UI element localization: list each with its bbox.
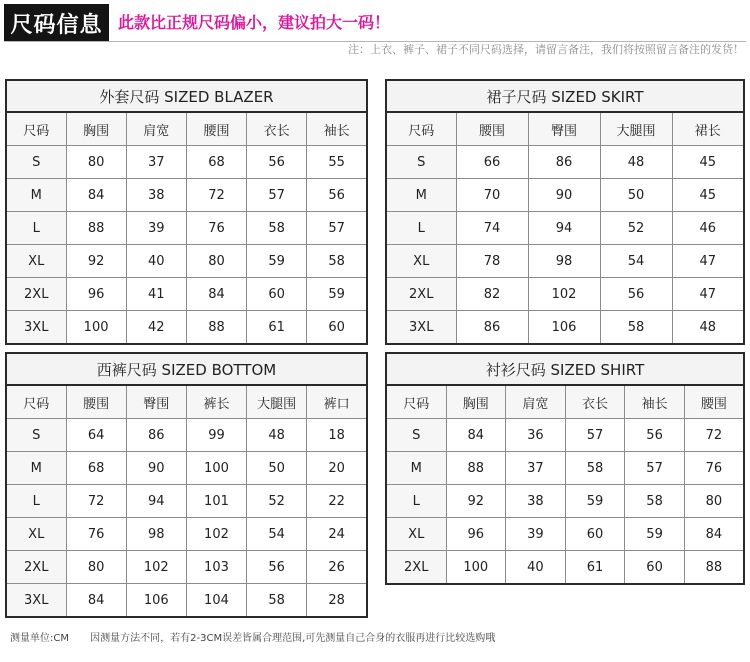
table-row [6, 146, 367, 179]
table-cell: 58 [600, 311, 672, 345]
table-row [6, 485, 367, 518]
table-row [386, 419, 744, 452]
column-header: 尺码 [386, 112, 456, 146]
table-cell: 90 [126, 452, 186, 485]
table-cell: 59 [307, 278, 367, 311]
table-cell: 92 [446, 485, 506, 518]
table-cell: 84 [66, 179, 126, 212]
table-row [386, 179, 744, 212]
table-cell: 88 [446, 452, 506, 485]
table-cell: 80 [684, 485, 744, 518]
table-cell: 58 [625, 485, 685, 518]
size-cell: M [386, 179, 456, 212]
table-cell: 61 [247, 311, 307, 345]
size-cell: 2XL [6, 278, 66, 311]
table-cell: 102 [528, 278, 600, 311]
table-cell: 56 [625, 419, 685, 452]
table-cell: 104 [186, 584, 246, 618]
size-notice: 此款比正规尺码偏小，建议拍大一码！ [118, 13, 391, 32]
table-cell: 99 [186, 419, 246, 452]
table-cell: 48 [672, 311, 744, 345]
table-body [386, 146, 744, 345]
size-cell: L [6, 485, 66, 518]
table-cell: 90 [528, 179, 600, 212]
table-cell: 56 [307, 179, 367, 212]
table-cell: 50 [247, 452, 307, 485]
table-cell: 102 [186, 518, 246, 551]
table-cell: 38 [506, 485, 566, 518]
table-cell: 50 [600, 179, 672, 212]
table-cell: 72 [66, 485, 126, 518]
table-row [6, 245, 367, 278]
size-cell: S [386, 146, 456, 179]
size-cell: XL [6, 518, 66, 551]
table-cell: 106 [528, 311, 600, 345]
table-cell: 103 [186, 551, 246, 584]
blazer-size-table [5, 79, 368, 345]
table-cell: 52 [600, 212, 672, 245]
table-cell: 72 [684, 419, 744, 452]
table-cell: 38 [126, 179, 186, 212]
table-cell: 40 [126, 245, 186, 278]
column-header: 臀围 [528, 112, 600, 146]
column-header: 腰围 [684, 385, 744, 419]
table-cell: 96 [66, 278, 126, 311]
table-row [6, 311, 367, 345]
table-cell: 60 [625, 551, 685, 585]
table-cell: 56 [600, 278, 672, 311]
table-cell: 86 [456, 311, 528, 345]
table-cell: 37 [506, 452, 566, 485]
table-cell: 40 [506, 551, 566, 585]
table-row [386, 311, 744, 345]
table-cell: 101 [186, 485, 246, 518]
size-cell: L [386, 485, 446, 518]
table-cell: 94 [528, 212, 600, 245]
column-header: 尺码 [386, 385, 446, 419]
table-cell: 47 [672, 245, 744, 278]
size-cell: 3XL [6, 584, 66, 618]
table-cell: 57 [247, 179, 307, 212]
table-cell: 46 [672, 212, 744, 245]
table-cell: 102 [126, 551, 186, 584]
size-cell: L [6, 212, 66, 245]
table-title: 西裤尺码 SIZED BOTTOM [6, 353, 367, 385]
column-header: 大腿围 [247, 385, 307, 419]
column-header: 衣长 [565, 385, 625, 419]
table-cell: 48 [247, 419, 307, 452]
column-header-row [386, 112, 744, 146]
column-header: 臀围 [126, 385, 186, 419]
skirt-size-table [385, 79, 745, 345]
table-cell: 84 [446, 419, 506, 452]
table-cell: 45 [672, 146, 744, 179]
table-body [386, 419, 744, 585]
table-cell: 70 [456, 179, 528, 212]
order-note: 注：上衣、裤子、裙子不同尺码选择，请留言备注，我们将按照留言备注的发货！ [348, 43, 744, 56]
column-header: 裤长 [186, 385, 246, 419]
table-row [6, 278, 367, 311]
table-cell: 74 [456, 212, 528, 245]
table-row [386, 146, 744, 179]
table-row [386, 485, 744, 518]
column-header: 腰围 [66, 385, 126, 419]
table-cell: 80 [66, 146, 126, 179]
column-header: 肩宽 [506, 385, 566, 419]
table-cell: 60 [565, 518, 625, 551]
table-cell: 54 [600, 245, 672, 278]
table-cell: 22 [307, 485, 367, 518]
table-cell: 88 [66, 212, 126, 245]
table-cell: 59 [625, 518, 685, 551]
table-cell: 39 [506, 518, 566, 551]
table-cell: 66 [456, 146, 528, 179]
table-cell: 57 [565, 419, 625, 452]
table-row [386, 278, 744, 311]
table-row [386, 551, 744, 585]
table-cell: 84 [186, 278, 246, 311]
size-cell: S [6, 419, 66, 452]
table-row [386, 245, 744, 278]
column-header-row [6, 112, 367, 146]
table-cell: 96 [446, 518, 506, 551]
table-cell: 20 [307, 452, 367, 485]
table-cell: 59 [565, 485, 625, 518]
shirt-size-table [385, 352, 745, 585]
table-cell: 37 [126, 146, 186, 179]
table-cell: 68 [66, 452, 126, 485]
size-cell: 3XL [386, 311, 456, 345]
table-cell: 56 [247, 551, 307, 584]
table-cell: 60 [307, 311, 367, 345]
table-row [6, 584, 367, 618]
size-cell: L [386, 212, 456, 245]
table-cell: 88 [684, 551, 744, 585]
table-cell: 36 [506, 419, 566, 452]
column-header: 尺码 [6, 385, 66, 419]
table-cell: 45 [672, 179, 744, 212]
table-cell: 72 [186, 179, 246, 212]
size-cell: M [6, 452, 66, 485]
table-row [386, 212, 744, 245]
table-cell: 68 [186, 146, 246, 179]
table-cell: 56 [247, 146, 307, 179]
table-cell: 59 [247, 245, 307, 278]
table-cell: 100 [66, 311, 126, 345]
column-header: 胸围 [446, 385, 506, 419]
table-cell: 39 [126, 212, 186, 245]
footer-note [10, 629, 513, 644]
table-cell: 86 [528, 146, 600, 179]
column-header: 胸围 [66, 112, 126, 146]
size-cell: 2XL [386, 278, 456, 311]
column-header-row [386, 385, 744, 419]
column-header: 裙长 [672, 112, 744, 146]
table-cell: 92 [66, 245, 126, 278]
table-cell: 86 [126, 419, 186, 452]
size-cell: M [6, 179, 66, 212]
table-body [6, 146, 367, 345]
table-cell: 61 [565, 551, 625, 585]
table-row [6, 179, 367, 212]
table-cell: 78 [456, 245, 528, 278]
table-cell: 48 [600, 146, 672, 179]
table-cell: 76 [186, 212, 246, 245]
column-header: 衣长 [247, 112, 307, 146]
table-cell: 84 [684, 518, 744, 551]
size-cell: XL [386, 518, 446, 551]
table-row [386, 518, 744, 551]
table-row [6, 518, 367, 551]
table-cell: 60 [247, 278, 307, 311]
size-cell: 3XL [6, 311, 66, 345]
table-cell: 57 [307, 212, 367, 245]
table-cell: 88 [186, 311, 246, 345]
table-title: 衬衫尺码 SIZED SHIRT [386, 353, 744, 385]
table-cell: 98 [126, 518, 186, 551]
bottom-size-table [5, 352, 368, 618]
size-cell: 2XL [6, 551, 66, 584]
column-header: 袖长 [307, 112, 367, 146]
table-cell: 58 [247, 584, 307, 618]
table-row [6, 212, 367, 245]
size-cell: XL [386, 245, 456, 278]
table-body [6, 419, 367, 618]
table-cell: 26 [307, 551, 367, 584]
table-cell: 94 [126, 485, 186, 518]
column-header: 腰围 [456, 112, 528, 146]
table-title: 外套尺码 SIZED BLAZER [6, 80, 367, 112]
table-cell: 58 [565, 452, 625, 485]
column-header: 裤口 [307, 385, 367, 419]
table-cell: 18 [307, 419, 367, 452]
table-cell: 82 [456, 278, 528, 311]
unit-label: 测量单位:CM [10, 633, 69, 644]
column-header: 大腿围 [600, 112, 672, 146]
size-cell: S [386, 419, 446, 452]
size-cell: M [386, 452, 446, 485]
table-row [6, 551, 367, 584]
column-header: 尺码 [6, 112, 66, 146]
tolerance-note: 因测量方法不同，若有2-3CM误差皆属合理范围,可先测量自己合身的衣服再进行比较选购哦 [90, 633, 496, 644]
table-cell: 55 [307, 146, 367, 179]
table-cell: 98 [528, 245, 600, 278]
table-cell: 80 [66, 551, 126, 584]
table-cell: 76 [684, 452, 744, 485]
column-header: 袖长 [625, 385, 685, 419]
table-cell: 24 [307, 518, 367, 551]
table-cell: 80 [186, 245, 246, 278]
table-cell: 100 [186, 452, 246, 485]
table-cell: 76 [66, 518, 126, 551]
table-cell: 41 [126, 278, 186, 311]
table-cell: 100 [446, 551, 506, 585]
table-cell: 52 [247, 485, 307, 518]
table-cell: 84 [66, 584, 126, 618]
size-cell: S [6, 146, 66, 179]
table-title: 裙子尺码 SIZED SKIRT [386, 80, 744, 112]
table-row [6, 419, 367, 452]
size-cell: 2XL [386, 551, 446, 585]
table-row [386, 452, 744, 485]
table-cell: 58 [247, 212, 307, 245]
table-cell: 58 [307, 245, 367, 278]
column-header: 腰围 [186, 112, 246, 146]
table-cell: 42 [126, 311, 186, 345]
table-cell: 47 [672, 278, 744, 311]
column-header-row [6, 385, 367, 419]
table-cell: 54 [247, 518, 307, 551]
table-cell: 106 [126, 584, 186, 618]
table-row [6, 452, 367, 485]
table-cell: 57 [625, 452, 685, 485]
size-cell: XL [6, 245, 66, 278]
table-cell: 28 [307, 584, 367, 618]
table-cell: 64 [66, 419, 126, 452]
column-header: 肩宽 [126, 112, 186, 146]
page-title: 尺码信息 [4, 4, 109, 42]
